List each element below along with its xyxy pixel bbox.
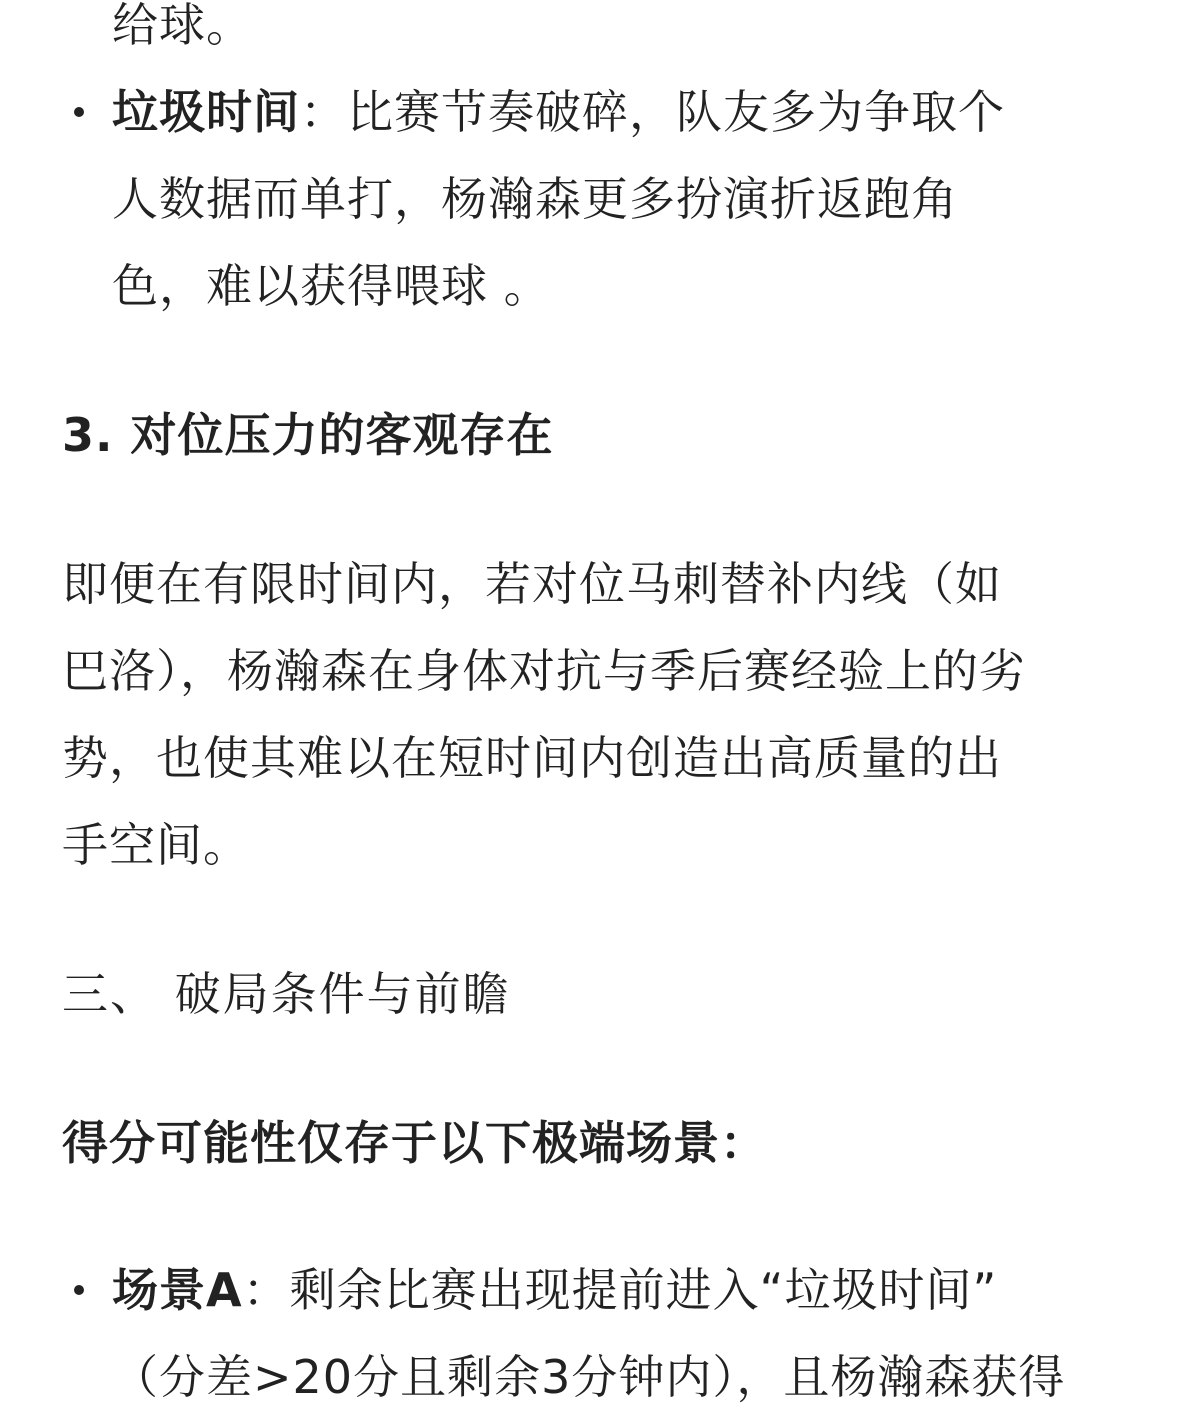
bullet-dot-icon bbox=[74, 1285, 84, 1295]
bullet-dot-icon bbox=[74, 107, 84, 117]
paragraph-line: 巴洛），杨瀚森在身体对抗与季后赛经验上的劣 bbox=[62, 644, 1026, 698]
bullet-garbage-time-line-1 bbox=[62, 69, 1120, 156]
bullet-text: （分差>20分且剩余3分钟内），且杨瀚森获得 bbox=[112, 1350, 1066, 1404]
bullet-text: ：剩余比赛出现提前进入“垃圾时间” bbox=[242, 1263, 998, 1317]
spacer bbox=[62, 330, 1120, 392]
bullet-label: 垃圾时间 bbox=[112, 85, 300, 139]
bullet-text: ：比赛节奏破碎，队友多为争取个 bbox=[300, 85, 1005, 139]
bullet-text: 色，难以获得喂球 。 bbox=[112, 259, 551, 313]
paragraph-line: 手空间。 bbox=[62, 818, 250, 872]
bullet-garbage-time bbox=[62, 69, 1120, 330]
article-body bbox=[62, 0, 1120, 1421]
paragraph-line: 即便在有限时间内，若对位马刺替补内线（如 bbox=[62, 557, 1002, 611]
scenario-heading: 得分可能性仅存于以下极端场景： bbox=[62, 1116, 767, 1170]
spacer bbox=[62, 1038, 1120, 1100]
intro-tail-text: 给球。 bbox=[112, 0, 253, 52]
spacer bbox=[62, 1187, 1120, 1247]
bullet-scenario-a-line-1 bbox=[62, 1247, 1120, 1334]
intro-tail-line bbox=[62, 0, 1120, 69]
bullet-garbage-time-line-2 bbox=[62, 156, 1120, 243]
subheading-matchup-pressure: 3. 对位压力的客观存在 bbox=[62, 408, 554, 462]
spacer bbox=[62, 889, 1120, 951]
bullet-text: 人数据而单打，杨瀚森更多扮演折返跑角 bbox=[112, 172, 958, 226]
paragraph-matchup bbox=[62, 541, 1120, 889]
bullet-label: 场景A bbox=[112, 1263, 243, 1317]
bullet-scenario-a-line-2 bbox=[62, 1334, 1120, 1421]
bullet-garbage-time-line-3 bbox=[62, 243, 1120, 330]
bullet-scenario-a bbox=[62, 1247, 1120, 1421]
section-title: 三、 破局条件与前瞻 bbox=[62, 967, 511, 1021]
paragraph-line: 势，也使其难以在短时间内创造出高质量的出 bbox=[62, 731, 1002, 785]
spacer bbox=[62, 479, 1120, 541]
